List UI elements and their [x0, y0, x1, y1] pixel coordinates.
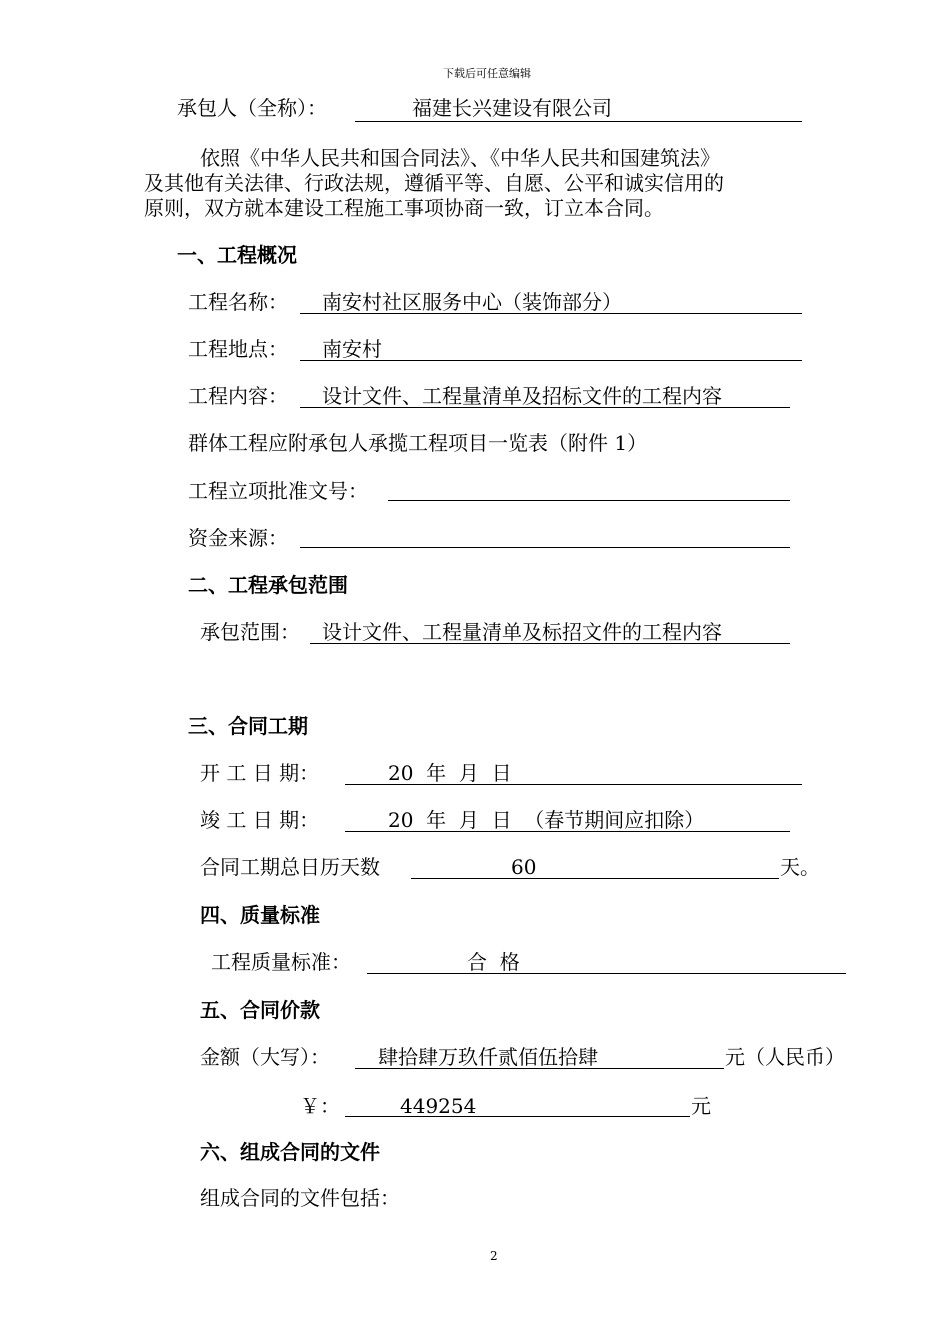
project-content-label: 工程内容：: [188, 384, 288, 408]
scope-value: 设计文件、工程量清单及标招文件的工程内容: [322, 620, 722, 644]
section-1-title: 一、工程概况: [177, 243, 297, 267]
project-content-value: 设计文件、工程量清单及招标文件的工程内容: [322, 384, 722, 408]
start-date-underline: [345, 784, 802, 785]
total-days-unit: 天。: [780, 855, 820, 879]
quality-standard-value: 合 格: [467, 950, 520, 974]
section-2-title: 二、工程承包范围: [188, 573, 348, 597]
project-name-value: 南安村社区服务中心（装饰部分）: [322, 290, 622, 314]
funding-source-underline: [300, 547, 790, 548]
amount-words-underline: [355, 1068, 724, 1069]
end-date-value: 20 年 月 日 （春节期间应扣除）: [388, 808, 705, 832]
intro-line-2: 及其他有关法律、行政法规，遵循平等、自愿、公平和诚实信用的: [144, 171, 724, 195]
amount-figure-unit: 元: [691, 1094, 711, 1118]
project-location-label: 工程地点：: [188, 337, 288, 361]
scope-label: 承包范围：: [200, 620, 300, 644]
amount-words-unit: 元（人民币）: [725, 1045, 845, 1069]
amount-figure-underline: [345, 1116, 690, 1117]
project-name-label: 工程名称：: [188, 290, 288, 314]
total-days-underline: [411, 878, 779, 879]
scope-underline: [310, 643, 790, 644]
contract-documents-intro: 组成合同的文件包括：: [200, 1186, 400, 1210]
approval-number-label: 工程立项批准文号：: [188, 479, 368, 503]
quality-standard-underline: [367, 973, 846, 974]
total-days-label: 合同工期总日历天数: [200, 855, 380, 879]
contractor-label: 承包人（全称）：: [177, 96, 327, 120]
project-name-underline: [300, 313, 802, 314]
project-location-value: 南安村: [322, 337, 382, 361]
group-project-note: 群体工程应附承包人承揽工程项目一览表（附件 1）: [188, 431, 648, 455]
section-4-title: 四、质量标准: [200, 903, 320, 927]
contractor-value: 福建长兴建设有限公司: [412, 96, 612, 120]
amount-figure-value: 449254: [400, 1094, 477, 1118]
project-content-underline: [300, 407, 790, 408]
amount-words-label: 金额（大写）：: [200, 1045, 330, 1069]
amount-words-value: 肆拾肆万玖仟贰佰伍拾肆: [378, 1045, 598, 1069]
start-date-value: 20 年 月 日: [388, 761, 512, 785]
total-days-value: 60: [511, 855, 537, 879]
section-6-title: 六、组成合同的文件: [200, 1140, 380, 1164]
end-date-label: 竣 工 日 期：: [200, 808, 320, 832]
funding-source-label: 资金来源：: [188, 526, 288, 550]
page-number: 2: [490, 1249, 498, 1263]
intro-line-1: 依照《中华人民共和国合同法》、《中华人民共和国建筑法》: [200, 146, 720, 170]
approval-number-underline: [388, 500, 790, 501]
header-note: 下载后可任意编辑: [443, 67, 531, 80]
section-3-title: 三、合同工期: [188, 714, 308, 738]
intro-line-3: 原则，双方就本建设工程施工事项协商一致，订立本合同。: [144, 196, 664, 220]
quality-standard-label: 工程质量标准：: [211, 950, 351, 974]
end-date-underline: [345, 831, 790, 832]
project-location-underline: [300, 360, 802, 361]
section-5-title: 五、合同价款: [200, 998, 320, 1022]
amount-figure-label: ￥：: [300, 1094, 340, 1118]
start-date-label: 开 工 日 期：: [200, 761, 320, 785]
contractor-underline: [355, 121, 802, 122]
